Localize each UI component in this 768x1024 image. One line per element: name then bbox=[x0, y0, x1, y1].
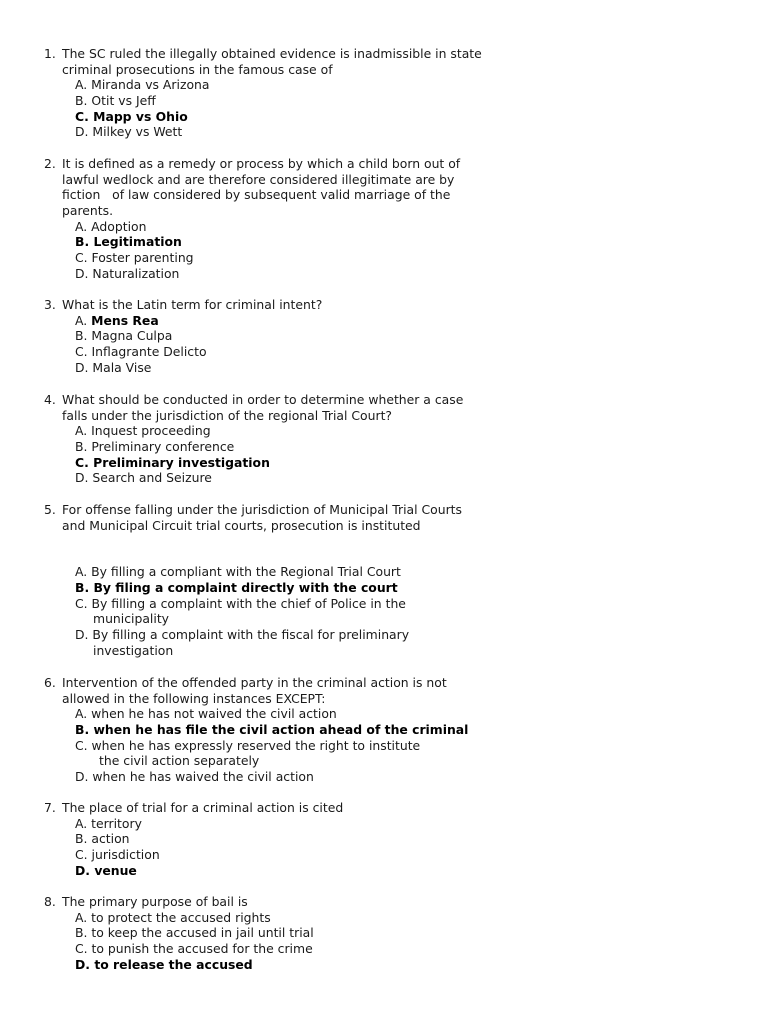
option-text: jurisdiction bbox=[91, 847, 160, 863]
answer-option bbox=[44, 564, 514, 580]
option-text-continued: municipality bbox=[93, 611, 170, 627]
option-text: to punish the accused for the crime bbox=[91, 941, 313, 957]
question-2 bbox=[44, 156, 514, 282]
question-text: fiction of law considered by subsequent valid marriage of the bbox=[62, 187, 451, 203]
option-text: to protect the accused rights bbox=[91, 909, 271, 925]
option-letter: D. bbox=[75, 265, 93, 281]
question-5 bbox=[44, 502, 514, 659]
option-text: Mala Vise bbox=[92, 359, 152, 375]
answer-option bbox=[44, 219, 514, 235]
option-text: By filing a complaint directly with the court bbox=[93, 580, 398, 596]
question-text: It is defined as a remedy or process by which a child born out of bbox=[62, 156, 461, 171]
answer-option bbox=[44, 769, 514, 785]
option-letter: A. bbox=[75, 564, 92, 580]
question-1 bbox=[44, 46, 514, 140]
option-text: Miranda vs Arizona bbox=[91, 77, 210, 93]
answer-option bbox=[44, 77, 514, 93]
answer-option bbox=[44, 738, 514, 754]
option-text: when he has waived the civil action bbox=[92, 769, 314, 785]
option-text: Magna Culpa bbox=[91, 328, 173, 344]
answer-option bbox=[44, 580, 514, 596]
question-3 bbox=[44, 297, 514, 375]
option-text: Adoption bbox=[91, 218, 147, 234]
option-text: when he has expressly reserved the right to institute bbox=[91, 737, 421, 753]
answer-option bbox=[44, 722, 514, 738]
option-text: to keep the accused in jail until trial bbox=[91, 925, 314, 941]
answer-option bbox=[44, 470, 514, 486]
option-text: Legitimation bbox=[93, 234, 182, 250]
question-4 bbox=[44, 392, 514, 486]
answer-option bbox=[44, 234, 514, 250]
option-text: venue bbox=[94, 862, 137, 878]
answer-option bbox=[44, 847, 514, 863]
answer-option bbox=[44, 344, 514, 360]
option-text: Naturalization bbox=[92, 265, 180, 281]
answer-option bbox=[44, 439, 514, 455]
option-letter: A. bbox=[75, 77, 92, 93]
question-text: What should be conducted in order to determine whether a case bbox=[62, 392, 464, 407]
question-stem bbox=[44, 46, 514, 77]
option-letter: B. bbox=[75, 328, 92, 344]
answer-option bbox=[44, 831, 514, 847]
option-text: territory bbox=[91, 815, 142, 831]
question-text: falls under the jurisdiction of the regional Trial Court? bbox=[62, 407, 393, 423]
answer-option bbox=[44, 266, 514, 282]
question-text: The place of trial for a criminal action is cited bbox=[62, 800, 344, 815]
option-letter: B. bbox=[75, 580, 94, 596]
question-text: criminal prosecutions in the famous case of bbox=[62, 61, 333, 77]
option-text-continued: the civil action separately bbox=[99, 753, 260, 769]
option-letter: B. bbox=[75, 234, 94, 250]
question-8 bbox=[44, 894, 514, 972]
option-letter: D. bbox=[75, 956, 95, 972]
option-text: Preliminary conference bbox=[91, 439, 235, 455]
answer-option bbox=[44, 360, 514, 376]
option-letter: C. bbox=[75, 595, 92, 611]
answer-option bbox=[44, 455, 514, 471]
question-7 bbox=[44, 800, 514, 878]
option-letter: A. bbox=[75, 706, 92, 722]
option-letter: D. bbox=[75, 627, 93, 643]
option-letter: A. bbox=[75, 218, 92, 234]
spacer bbox=[44, 533, 514, 564]
answer-option bbox=[44, 863, 514, 879]
question-number: 4. bbox=[44, 392, 56, 407]
question-text: For offense falling under the jurisdiction of Municipal Trial Courts bbox=[62, 502, 462, 517]
option-letter: B. bbox=[75, 831, 92, 847]
option-letter: D. bbox=[75, 862, 95, 878]
answer-option bbox=[44, 313, 514, 329]
option-letter: B. bbox=[75, 439, 92, 455]
question-text: The SC ruled the illegally obtained evidence is inadmissible in state bbox=[62, 46, 482, 61]
option-text: Mens Rea bbox=[91, 312, 159, 328]
option-letter: D. bbox=[75, 470, 93, 486]
question-number: 5. bbox=[44, 502, 56, 517]
option-text: By filling a complaint with the fiscal for preliminary bbox=[92, 627, 410, 643]
option-text: Milkey vs Wett bbox=[92, 124, 183, 140]
question-stem bbox=[44, 502, 514, 533]
option-letter: C. bbox=[75, 108, 94, 124]
answer-option bbox=[44, 706, 514, 722]
answer-option bbox=[44, 423, 514, 439]
question-text: allowed in the following instances EXCEPT: bbox=[62, 690, 326, 706]
question-stem bbox=[44, 675, 514, 706]
option-letter: C. bbox=[75, 344, 92, 360]
option-letter: B. bbox=[75, 722, 94, 738]
option-letter: D. bbox=[75, 769, 93, 785]
question-number: 6. bbox=[44, 675, 56, 690]
option-text: Foster parenting bbox=[91, 250, 194, 266]
option-text: Mapp vs Ohio bbox=[93, 108, 188, 124]
option-text: By filling a complaint with the chief of Police in the bbox=[91, 595, 406, 611]
question-stem bbox=[44, 894, 514, 910]
question-number: 7. bbox=[44, 800, 56, 815]
question-number: 1. bbox=[44, 46, 56, 61]
question-text: Intervention of the offended party in the criminal action is not bbox=[62, 675, 447, 690]
answer-option bbox=[44, 627, 514, 643]
answer-option bbox=[44, 925, 514, 941]
answer-option bbox=[44, 910, 514, 926]
option-text: to release the accused bbox=[94, 956, 253, 972]
option-letter: C. bbox=[75, 941, 92, 957]
answer-option bbox=[44, 328, 514, 344]
option-letter: B. bbox=[75, 93, 92, 109]
question-stem bbox=[44, 800, 514, 816]
option-text: when he has not waived the civil action bbox=[91, 706, 337, 722]
option-text: Otit vs Jeff bbox=[91, 93, 156, 109]
question-text: The primary purpose of bail is bbox=[62, 894, 248, 909]
answer-option bbox=[44, 816, 514, 832]
answer-option bbox=[44, 250, 514, 266]
option-text-continued: investigation bbox=[93, 642, 174, 658]
question-number: 2. bbox=[44, 156, 56, 171]
option-letter: C. bbox=[75, 250, 92, 266]
question-stem bbox=[44, 297, 514, 313]
option-letter: A. bbox=[75, 423, 92, 439]
option-letter: C. bbox=[75, 847, 92, 863]
answer-option bbox=[44, 941, 514, 957]
option-letter: B. bbox=[75, 925, 92, 941]
question-text: parents. bbox=[62, 203, 114, 219]
question-6 bbox=[44, 675, 514, 785]
option-letter: A. bbox=[75, 312, 92, 328]
option-letter: C. bbox=[75, 737, 92, 753]
option-text: Inquest proceeding bbox=[91, 423, 211, 439]
answer-option bbox=[44, 109, 514, 125]
question-number: 3. bbox=[44, 297, 56, 312]
answer-option bbox=[44, 124, 514, 140]
question-text: lawful wedlock and are therefore considered illegitimate are by bbox=[62, 171, 455, 187]
question-text: and Municipal Circuit trial courts, prosecution is instituted bbox=[62, 517, 421, 533]
option-letter: D. bbox=[75, 124, 93, 140]
option-text: Inflagrante Delicto bbox=[91, 344, 207, 360]
option-text: Search and Seizure bbox=[92, 470, 212, 486]
question-number: 8. bbox=[44, 894, 56, 909]
answer-option bbox=[44, 957, 514, 973]
question-text: What is the Latin term for criminal intent? bbox=[62, 297, 323, 312]
option-text: action bbox=[91, 831, 130, 847]
option-text: By filling a compliant with the Regional Trial Court bbox=[91, 564, 401, 580]
question-stem bbox=[44, 156, 514, 219]
option-letter: C. bbox=[75, 454, 94, 470]
option-letter: A. bbox=[75, 815, 92, 831]
question-stem bbox=[44, 392, 514, 423]
option-letter: D. bbox=[75, 359, 93, 375]
option-text: Preliminary investigation bbox=[93, 454, 270, 470]
option-text: when he has file the civil action ahead of the criminal bbox=[93, 722, 469, 738]
answer-option bbox=[44, 93, 514, 109]
answer-option bbox=[44, 596, 514, 612]
option-letter: A. bbox=[75, 909, 92, 925]
